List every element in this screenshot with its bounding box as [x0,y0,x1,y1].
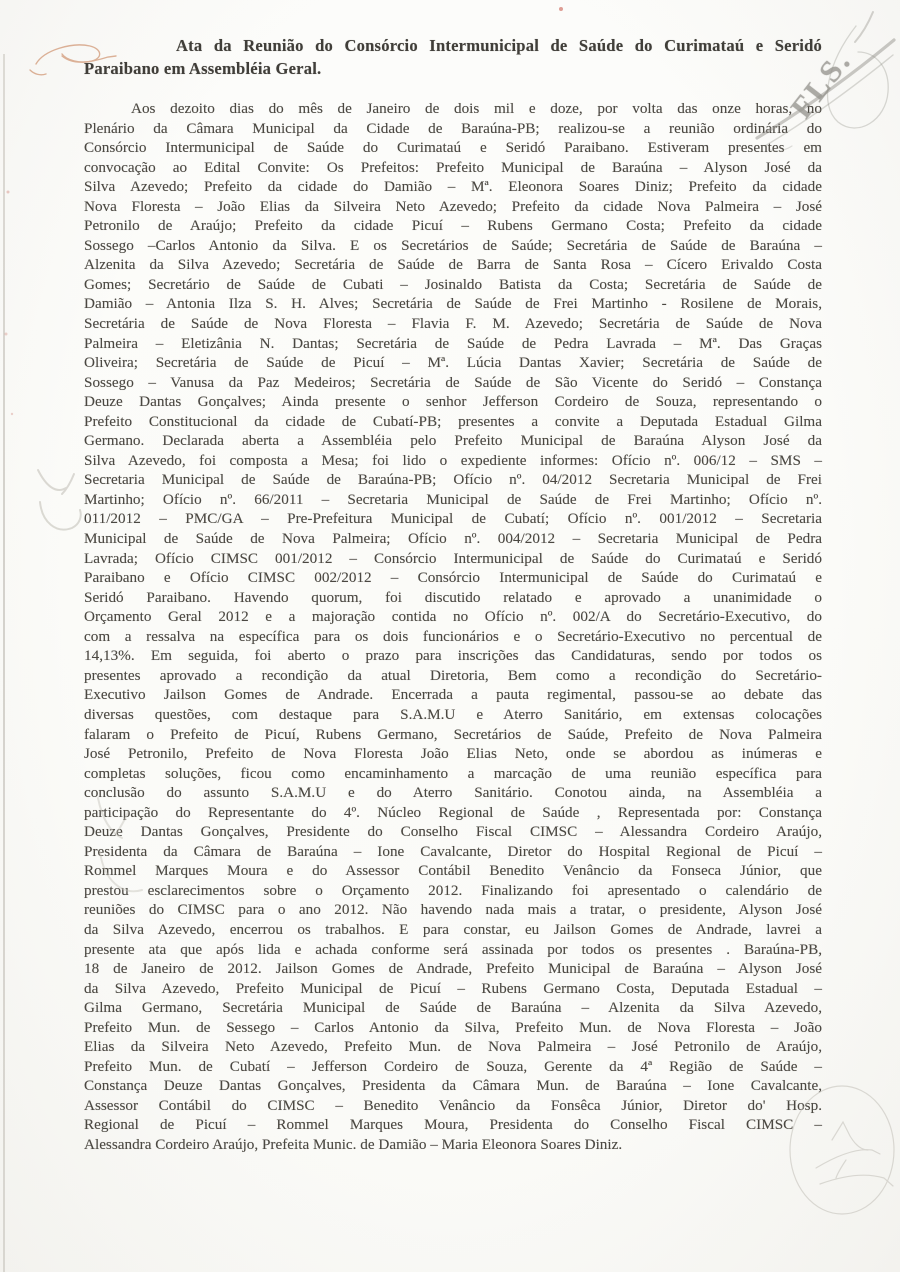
body-text-line: Alzenita da Silva Azevedo; Secretária de Saúde de Barra de Santa Rosa – Cícero Erivaldo Costa [84,256,822,274]
body-text-line: Assessor Contábil do CIMSC – Benedito Venâncio da Fonsêca Júnior, Diretor do' Hosp. [84,1096,822,1114]
body-text-line: Plenário da Câmara Municipal da Cidade de Baraúna-PB; realizou-se a reunião ordinária do [84,119,822,137]
body-text-line: Germano. Declarada aberta a Assembléia pelo Prefeito Municipal de Baraúna Alyson José da [84,432,822,450]
body-text-line: Municipal de Saúde de Nova Palmeira; Ofício nº. 004/2012 – Secretaria Municipal de Pedra [84,530,822,548]
body-text-line: Secretaria Municipal de Saúde de Baraúna-PB; Ofício nº. 04/2012 Secretaria Municipal de Frei [84,471,822,489]
body-text-line: diversas questões, com destaque para S.A.M.U e Aterro Sanitário, em extensas colocações [84,705,822,723]
body-text-line: 011/2012 – PMC/GA – Pre-Prefeitura Municipal de Cubatí; Ofício nº. 001/2012 – Secretaria [84,510,822,528]
document-title-line-1: Ata da Reunião do Consórcio Intermunicipal de Saúde do Curimataú e Seridó [176,36,822,55]
body-text-line: Elias da Silveira Neto Azevedo, Prefeito Mun. de Nova Palmeira – José Petronilo de Araújo, [84,1038,822,1056]
body-text-line: Orçamento Geral 2012 e a majoração contida no Ofício nº. 002/A do Secretário-Executivo, do [84,608,822,626]
body-text-line: conclusão do assunto S.A.M.U e do Aterro Sanitário. Conotou ainda, na Assembléia a [84,784,822,802]
body-text-line: Oliveira; Secretária de Saúde de Picuí – Mª. Lúcia Dantas Xavier; Secretária de Saúde de [84,354,822,372]
body-text-line: da Silva Azevedo, Prefeito Municipal de Picuí – Rubens Germano Costa, Deputada Estadual – [84,979,822,997]
body-text-line: Silva Azevedo, foi composta a Mesa; foi lido o expediente informes: Ofício nº. 006/12 – SMS – [84,451,822,469]
body-text-line: Constança Deuze Dantas Gonçalves, Presidenta da Câmara Mun. de Baraúna – Ione Cavalcante, [84,1077,822,1095]
fls-stamp: FLS. [783,42,859,125]
body-text-line: Lavrada; Ofício CIMSC 001/2012 – Consórcio Intermunicipal de Saúde do Curimataú e Seridó [84,549,822,567]
body-text-line: Presidenta da Câmara de Baraúna – Ione Cavalcante, Diretor do Hospital Regional de Picuí – [84,842,822,860]
body-text-line: Gilma Germano, Secretária Municipal de Saúde de Baraúna – Alzenita da Silva Azevedo, [84,999,822,1017]
document-title-line-2: Paraibano em Assembléia Geral. [84,59,322,78]
body-text-line: Regional de Picuí – Rommel Marques Moura, Presidenta do Conselho Fiscal CIMSC – [84,1116,822,1134]
body-text-line: Alessandra Cordeiro Araújo, Prefeita Munic. de Damião – Maria Eleonora Soares Diniz. [84,1135,623,1153]
body-text-line: Secretária de Saúde de Nova Floresta – Flavia F. M. Azevedo; Secretária de Saúde de Nova [84,315,822,333]
body-text-line: participação do Representante do 4º. Núcleo Regional de Saúde , Representada por: Constança [84,803,822,821]
body-text-line: Gomes; Secretário de Saúde de Cubati – Josinaldo Batista da Costa; Secretária de Saúde de [84,275,822,293]
body-text-line: Deuze Dantas Gonçalves, Presidente do Conselho Fiscal CIMSC – Alessandra Cordeiro Araújo, [84,823,822,841]
body-text-line: Sossego –Carlos Antonio da Silva. E os Secretários de Saúde; Secretária de Saúde de Baraúna – [84,236,822,254]
body-text-line: Seridó Paraibano. Havendo quorum, foi discutido relatado e aprovado a unanimidade o [84,588,822,606]
body-text-line: Martinho; Ofício nº. 66/2011 – Secretaria Municipal de Saúde de Frei Martinho; Ofício nº. [84,490,822,508]
body-text-line: falaram o Prefeito de Picuí, Rubens Germano, Secretários de Saúde, Prefeito de Nova Palmeira [84,725,822,743]
body-text-line: Prefeito Mun. de Cubatí – Jefferson Cordeiro de Souza, Gerente da 4ª Região de Saúde – [84,1057,822,1075]
body-text-line: José Petronilo, Prefeito de Nova Floresta João Elias Neto, onde se abordou as inúmeras e [84,745,822,763]
body-text-line: Consórcio Intermunicipal de Saúde do Curimataú e Seridó Paraibano. Estiveram presentes em [84,139,822,157]
body-text-line: convocação ao Edital Convite: Os Prefeitos: Prefeito Municipal de Baraúna – Alyson José da [84,158,822,176]
scan-edge-line [3,54,5,1272]
body-text-line: Paraibano e Ofício CIMSC 002/2012 – Consórcio Intermunicipal de Saúde do Curimataú e [84,569,822,587]
body-text-line: Damião – Antonia Ilza S. H. Alves; Secretária de Saúde de Frei Martinho - Rosilene de Morais, [84,295,822,313]
body-text-line: Sossego – Vanusa da Paz Medeiros; Secretária de Saúde de São Vicente do Seridó – Constança [84,373,822,391]
pencil-margin-mark-upper [38,470,81,530]
body-text-line: Deuze Dantas Gonçalves; Ainda presente o senhor Jefferson Cordeiro de Souza, representando o [84,393,822,411]
body-text-line: completas soluções, ficou como encaminhamento a marcação de uma reunião específica para [84,764,822,782]
body-text-line: prestou esclarecimentos sobre o Orçamento 2012. Finalizando foi apresentado o calendário de [84,881,822,899]
body-text-line: Palmeira – Eletizânia N. Dantas; Secretária de Saúde de Pedra Lavrada – Mª. Das Graças [84,334,822,352]
body-text-line: Prefeito Mun. de Sessego – Carlos Antonio da Silva, Prefeito Mun. de Nova Floresta – João [84,1018,822,1036]
body-text-line: presentes aprovado a recondição da atual Diretoria, Bem como a recondição do Secretário- [84,666,822,684]
body-text-line: presente ata que após lida e achada conforme será assinada por todos os presentes . Baraúna-PB, [84,940,822,958]
body-text-line: com a ressalva na específica para os dois funcionários e o Secretário-Executivo no percentual de [84,627,822,645]
document-body [84,99,822,1155]
body-text-line: Prefeito Constitucional da cidade de Cubatí-PB; presentes a convite a Deputada Estadual Gilma [84,412,822,430]
body-text-line: 14,13%. Em seguida, foi aberto o prazo para inscrições das Candidaturas, sendo por todos os [84,647,822,665]
body-text-line: 18 de Janeiro de 2012. Jailson Gomes de Andrade, Prefeito Municipal de Baraúna – Alyson José [84,960,822,978]
body-text-line: da Silva Azevedo, encerrou os trabalhos. E para constar, eu Jailson Gomes de Andrade, lavrei a [84,920,822,938]
body-text-line: reuniões do CIMSC para o ano 2012. Não havendo nada mais a tratar, o presidente, Alyson José [84,901,822,919]
body-text-line: Aos dezoito dias do mês de Janeiro de dois mil e doze, por volta das onze horas, no [131,100,822,117]
body-text-line: Nova Floresta – João Elias da Silveira Neto Azevedo; Prefeito da cidade Nova Palmeira – José [84,197,822,215]
body-text-line: Executivo Jailson Gomes de Andrade. Encerrada a pauta regimental, passou-se ao debate das [84,686,822,704]
body-text-line: Rommel Marques Moura e do Assessor Contábil Benedito Venâncio da Fonseca Júnior, que [84,862,822,880]
body-text-line: Silva Azevedo; Prefeito da cidade do Damião – Mª. Eleonora Soares Diniz; Prefeito da cidade [84,178,822,196]
body-text-line: Petronilo de Araújo; Prefeito da cidade Picuí – Rubens Germano Costa; Prefeito da cidade [84,217,822,235]
document-title [84,34,822,80]
